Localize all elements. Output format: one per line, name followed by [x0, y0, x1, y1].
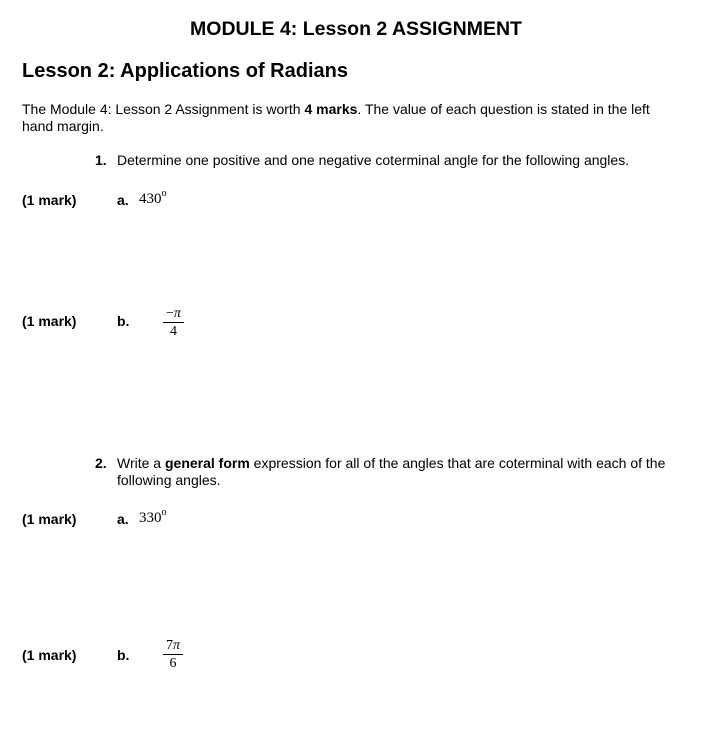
- intro-text-1: The Module 4: Lesson 2 Assignment is worth: [22, 101, 305, 117]
- q2a-angle-value: 330: [139, 510, 162, 526]
- pi-symbol: π: [173, 306, 181, 321]
- q2-text-2: expression for all of the angles that are coterminal with each of the following angles.: [117, 455, 666, 488]
- q1b-label: b.: [117, 313, 130, 329]
- question-1-text: Determine one positive and one negative coterminal angle for the following angles.: [117, 152, 630, 168]
- intro-paragraph: [22, 101, 662, 135]
- q2-text-bold: general form: [164, 455, 250, 471]
- q2-text-1: Write a: [117, 455, 165, 471]
- q1a-angle-value: 430: [139, 191, 162, 207]
- q1b-denominator: 4: [169, 324, 177, 339]
- q1a-angle: [139, 188, 167, 208]
- q2b-denominator: 6: [169, 656, 177, 671]
- q1a-label: a.: [117, 192, 129, 208]
- pi-symbol: π: [173, 638, 181, 653]
- q1a-mark: (1 mark): [22, 192, 77, 208]
- q2a-label: a.: [117, 511, 129, 527]
- q1b-sign: −: [166, 306, 174, 321]
- q2b-numerator: [163, 638, 183, 655]
- intro-text-2: . The value of each question is stated in the left hand margin.: [22, 101, 650, 134]
- intro-marks: 4 marks: [304, 101, 358, 117]
- lesson-title: Lesson 2: Applications of Radians: [22, 60, 348, 82]
- q1b-fraction: [163, 306, 184, 339]
- question-2-number: 2.: [95, 455, 107, 471]
- q2b-mark: (1 mark): [22, 647, 77, 663]
- q2b-coef: 7: [166, 638, 173, 653]
- q2a-angle: [139, 507, 167, 527]
- q2b-label: b.: [117, 647, 130, 663]
- q2b-fraction: [163, 638, 183, 671]
- question-2: [95, 455, 695, 495]
- q2a-mark: (1 mark): [22, 511, 77, 527]
- module-title: MODULE 4: Lesson 2 ASSIGNMENT: [190, 18, 522, 40]
- question-1: [95, 152, 695, 172]
- question-1-number: 1.: [95, 152, 107, 168]
- q1b-mark: (1 mark): [22, 313, 77, 329]
- q1b-numerator: [163, 306, 184, 323]
- degree-symbol: o: [161, 188, 167, 199]
- degree-symbol: o: [161, 507, 167, 518]
- question-2-text: [117, 455, 692, 489]
